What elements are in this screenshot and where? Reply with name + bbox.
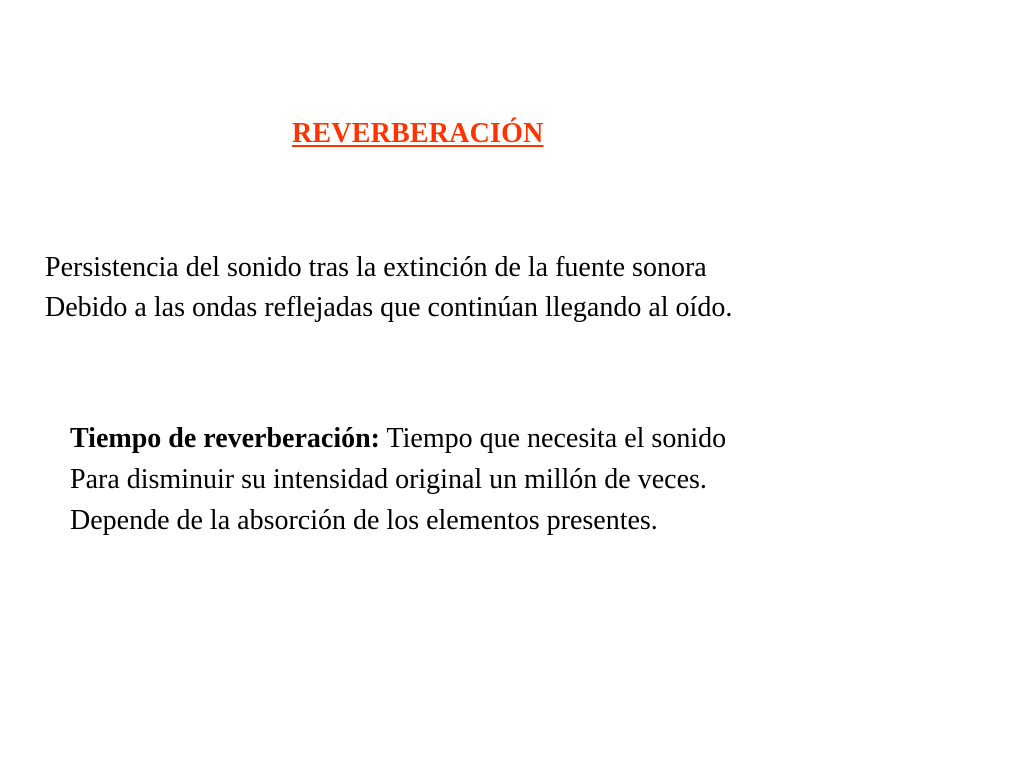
slide-title: REVERBERACIÓN — [292, 118, 544, 149]
reverberation-time-line-1-text: Tiempo que necesita el sonido — [380, 423, 727, 454]
definition-line-1: Persistencia del sonido tras la extinción de la fuente sonora — [45, 252, 707, 283]
reverberation-time-term: Tiempo de reverberación: — [70, 423, 381, 454]
reverberation-time-paragraph — [70, 418, 726, 541]
reverberation-time-line-2: Para disminuir su intensidad original un millón de veces. — [70, 464, 707, 495]
reverberation-time-line-1 — [70, 418, 726, 459]
definition-line-2: Debido a las ondas reflejadas que continúan llegando al oído. — [45, 292, 733, 323]
reverberation-time-line-3: Depende de la absorción de los elementos presentes. — [70, 505, 658, 536]
definition-paragraph — [45, 248, 732, 328]
